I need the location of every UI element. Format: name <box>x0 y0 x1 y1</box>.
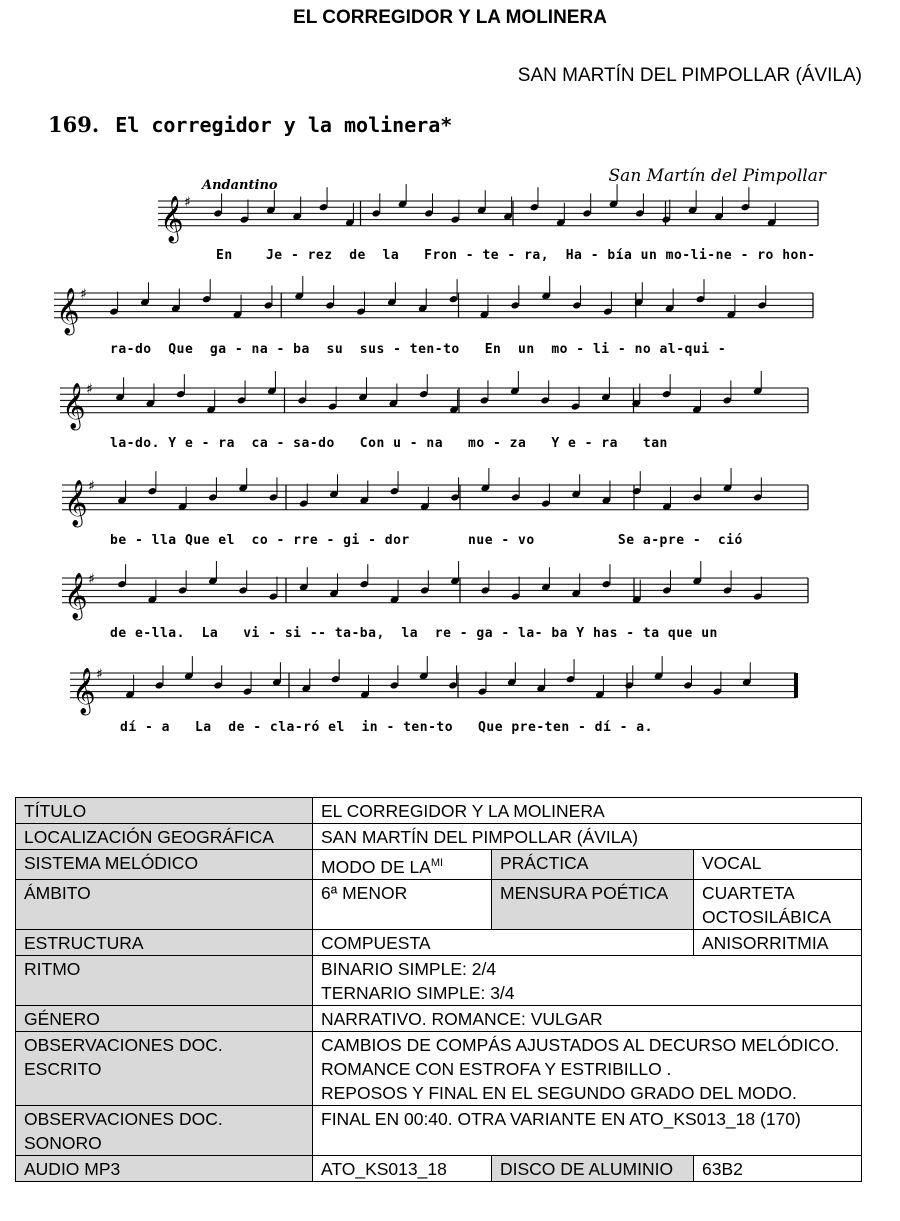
staff <box>62 561 808 621</box>
value-localizacion: SAN MARTÍN DEL PIMPOLLAR (ÁVILA) <box>313 824 862 850</box>
row-audio <box>16 1155 862 1181</box>
value-genero: NARRATIVO. ROMANCE: VULGAR <box>313 1005 862 1031</box>
music-score <box>48 108 838 748</box>
staff <box>62 468 808 528</box>
value-obs-escrito <box>313 1031 862 1105</box>
value-mensura-line1: CUARTETA <box>702 882 795 903</box>
label-audio: AUDIO MP3 <box>16 1155 313 1181</box>
value-obs-sonoro: FINAL EN 00:40. OTRA VARIANTE EN ATO_KS013_18 (170) <box>313 1105 862 1155</box>
lyric-line-1: En Je - rez de la Fron - te - ra, Ha - bía un mo-li-ne - ro hon- <box>216 248 816 263</box>
label-localizacion: LOCALIZACIÓN GEOGRÁFICA <box>16 824 313 850</box>
staff <box>158 184 818 244</box>
value-sistema <box>313 850 492 880</box>
document-location: SAN MARTÍN DEL PIMPOLLAR (ÁVILA) <box>517 65 862 86</box>
document-title: EL CORREGIDOR Y LA MOLINERA <box>293 7 607 28</box>
value-sistema-sup: MI <box>430 857 444 869</box>
value-audio: ATO_KS013_18 <box>313 1155 492 1181</box>
score-title: El corregidor y la molinera* <box>115 113 453 137</box>
row-obs-escrito <box>16 1031 862 1105</box>
label-sistema: SISTEMA MELÓDICO <box>16 850 313 880</box>
label-ambito: ÁMBITO <box>16 879 313 929</box>
lyric-line-4: be - lla Que el co - rre - gi - dor nue - vo Se a-pre - ció <box>110 533 743 548</box>
staff <box>54 276 813 336</box>
sharp-icon: ♯ <box>86 381 93 398</box>
value-ritmo-line2: TERNARIO SIMPLE: 3/4 <box>321 982 515 1003</box>
value-estructura: COMPUESTA <box>313 929 694 955</box>
label-obs-sonoro: OBSERVACIONES DOC. SONORO <box>16 1105 313 1155</box>
label-practica: PRÁCTICA <box>492 850 694 880</box>
label-obs-escrito: OBSERVACIONES DOC. ESCRITO <box>16 1031 313 1105</box>
value-ritmo <box>313 955 862 1005</box>
label-titulo: TÍTULO <box>16 798 313 824</box>
value-titulo: EL CORREGIDOR Y LA MOLINERA <box>313 798 862 824</box>
info-table <box>15 797 862 1182</box>
sharp-icon: ♯ <box>96 666 103 683</box>
value-obs-escrito-line3: REPOSOS Y FINAL EN EL SEGUNDO GRADO DEL MODO. <box>321 1082 797 1103</box>
lyric-line-2: ra-do Que ga - na - ba su sus - ten-to En un mo - li - no al-qui - <box>110 342 727 357</box>
sharp-icon: ♯ <box>88 571 95 588</box>
lyric-line-6: dí - a La de - cla-ró el in - ten-to Que pre-ten - dí - a. <box>120 720 653 735</box>
row-localizacion <box>16 824 862 850</box>
sharp-icon: ♯ <box>88 478 95 495</box>
sharp-icon: ♯ <box>184 194 191 211</box>
label-mensura: MENSURA POÉTICA <box>492 879 694 929</box>
label-estructura: ESTRUCTURA <box>16 929 313 955</box>
label-genero: GÉNERO <box>16 1005 313 1031</box>
value-practica: VOCAL <box>694 850 862 880</box>
value-sistema-text: MODO DE LA <box>321 856 431 877</box>
lyric-line-5: de e-lla. La vi - si -- ta-ba, la re - ga - la- ba Y has - ta que un <box>110 626 718 641</box>
staff-lines <box>48 108 838 748</box>
label-disco: DISCO DE ALUMINIO <box>492 1155 694 1181</box>
row-estructura <box>16 929 862 955</box>
row-genero <box>16 1005 862 1031</box>
value-disco: 63B2 <box>694 1155 862 1181</box>
row-sistema <box>16 850 862 880</box>
value-mensura-line2: OCTOSILÁBICA <box>702 906 832 927</box>
value-obs-escrito-line2: ROMANCE CON ESTROFA Y ESTRIBILLO . <box>321 1058 672 1079</box>
score-origin: San Martín del Pimpollar <box>608 166 826 186</box>
value-obs-escrito-line1: CAMBIOS DE COMPÁS AJUSTADOS AL DECURSO MELÓDICO. <box>321 1034 840 1055</box>
row-titulo <box>16 798 862 824</box>
row-ambito <box>16 879 862 929</box>
treble-clef-icon: 𝄞 <box>64 572 88 619</box>
value-mensura <box>694 879 862 929</box>
treble-clef-icon: 𝄞 <box>56 287 80 334</box>
row-ritmo <box>16 955 862 1005</box>
treble-clef-icon: 𝄞 <box>64 479 88 526</box>
value-estructura-extra: ANISORRITMIA <box>694 929 862 955</box>
sharp-icon: ♯ <box>80 286 87 303</box>
label-ritmo: RITMO <box>16 955 313 1005</box>
value-ambito: 6ª MENOR <box>313 879 492 929</box>
tempo-marking: Andantino <box>202 178 278 193</box>
staff <box>60 371 808 431</box>
score-number: 169. <box>48 112 100 137</box>
value-ritmo-line1: BINARIO SIMPLE: 2/4 <box>321 958 497 979</box>
lyric-line-3: la-do. Y e - ra ca - sa-do Con u - na mo - za Y e - ra tan <box>110 436 668 451</box>
staff <box>70 656 796 716</box>
treble-clef-icon: 𝄞 <box>72 667 96 714</box>
treble-clef-icon: 𝄞 <box>160 195 184 242</box>
treble-clef-icon: 𝄞 <box>62 382 86 429</box>
row-obs-sonoro <box>16 1105 862 1155</box>
